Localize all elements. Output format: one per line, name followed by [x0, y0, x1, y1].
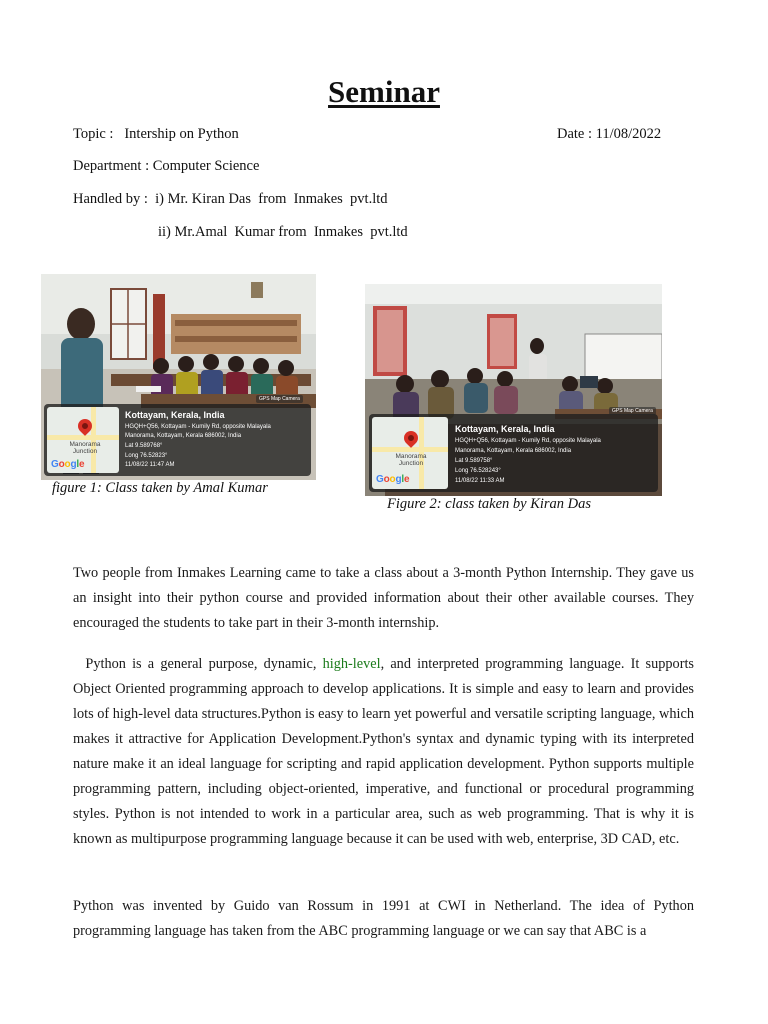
map-label-line2: Junction [72, 448, 98, 455]
figure-1-caption: figure 1: Class taken by Amal Kumar [52, 480, 268, 496]
handled-by-line-2: ii) Mr.Amal Kumar from Inmakes pvt.ltd [158, 224, 408, 240]
geotag-long: Long 76.52823° [125, 453, 168, 459]
geotag-stamp-2 [369, 414, 658, 492]
paragraph-intro: Two people from Inmakes Learning came to take a class about a 3-month Python Internship. They gave us an insight into their python course and provided information about their other available courses. They encouraged the students to take part in their 3-month internship. [73, 565, 694, 631]
geotag-address-2: Manorama, Kottayam, Kerala 686002, India [125, 433, 242, 439]
paragraph-2-start: Python is a general purpose, dynamic, [73, 656, 323, 672]
geotag-address-1: HGQH+Q56, Kottayam - Kumily Rd, opposite Malayala [125, 424, 271, 430]
geotag-stamp-1 [44, 404, 311, 476]
page-title: Seminar [328, 74, 440, 109]
gps-camera-badge-1: GPS Map Camera [256, 395, 303, 403]
paragraph-2-rest: , and interpreted programming language. It supports Object Oriented programming approach to develop applications. It is simple and easy to learn and provides lots of high-level data structures.Python is easy to learn yet powerful and versatile scripting language, which makes it attractive for Application Development.Python's syntax and dynamic typing with its interpreted nature make it an ideal language for scripting and rapid application development. Python supports multiple programming pattern, including object-oriented, imperative, and functional or procedural programming styles. Python is not intended to work in a particular area, such as web programming. That is why it is known as multipurpose programming language because it can be used with web, enterprise, 3D CAD, etc. [73, 656, 698, 847]
map-label-line1: Manorama [69, 441, 101, 448]
date-line: Date : 11/08/2022 [557, 126, 662, 142]
map-thumbnail [372, 417, 448, 489]
gps-camera-badge-2: GPS Map Camera [609, 407, 656, 415]
paragraph-history: Python was invented by Guido van Rossum in 1991 at CWI in Netherland. The idea of Python programming language has taken from the ABC programming language or we can say that ABC is a [73, 898, 694, 939]
map-thumbnail [47, 407, 119, 473]
geotag-datetime: 11/08/22 11:33 AM [455, 478, 505, 484]
department-line: Department : Computer Science [73, 158, 260, 174]
figure-2-caption: Figure 2: class taken by Kiran Das [387, 496, 592, 512]
google-logo: Google [376, 474, 410, 485]
high-level-link[interactable]: high-level [322, 656, 381, 672]
geotag-lat: Lat 9.589758° [455, 458, 493, 464]
geotag-address-2: Manorama, Kottayam, Kerala 686002, India [455, 448, 572, 454]
geotag-datetime: 11/08/22 11:47 AM [125, 462, 175, 468]
map-label-line1: Manorama [395, 453, 427, 460]
google-logo: Google [51, 459, 85, 470]
geotag-location: Kottayam, Kerala, India [125, 410, 225, 420]
paragraph-python-overview [73, 652, 698, 852]
geotag-long: Long 76.528243° [455, 468, 501, 474]
handled-by-line-1: Handled by : i) Mr. Kiran Das from Inmakes pvt.ltd [73, 191, 388, 207]
geotag-lat: Lat 9.589768° [125, 443, 163, 449]
map-label-line2: Junction [398, 460, 424, 467]
topic-line: Topic : Intership on Python [73, 126, 239, 142]
geotag-location: Kottayam, Kerala, India [455, 424, 555, 434]
map-pin-icon [401, 428, 421, 448]
geotag-address-1: HGQH+Q56, Kottayam - Kumily Rd, opposite Malayala [455, 438, 601, 444]
